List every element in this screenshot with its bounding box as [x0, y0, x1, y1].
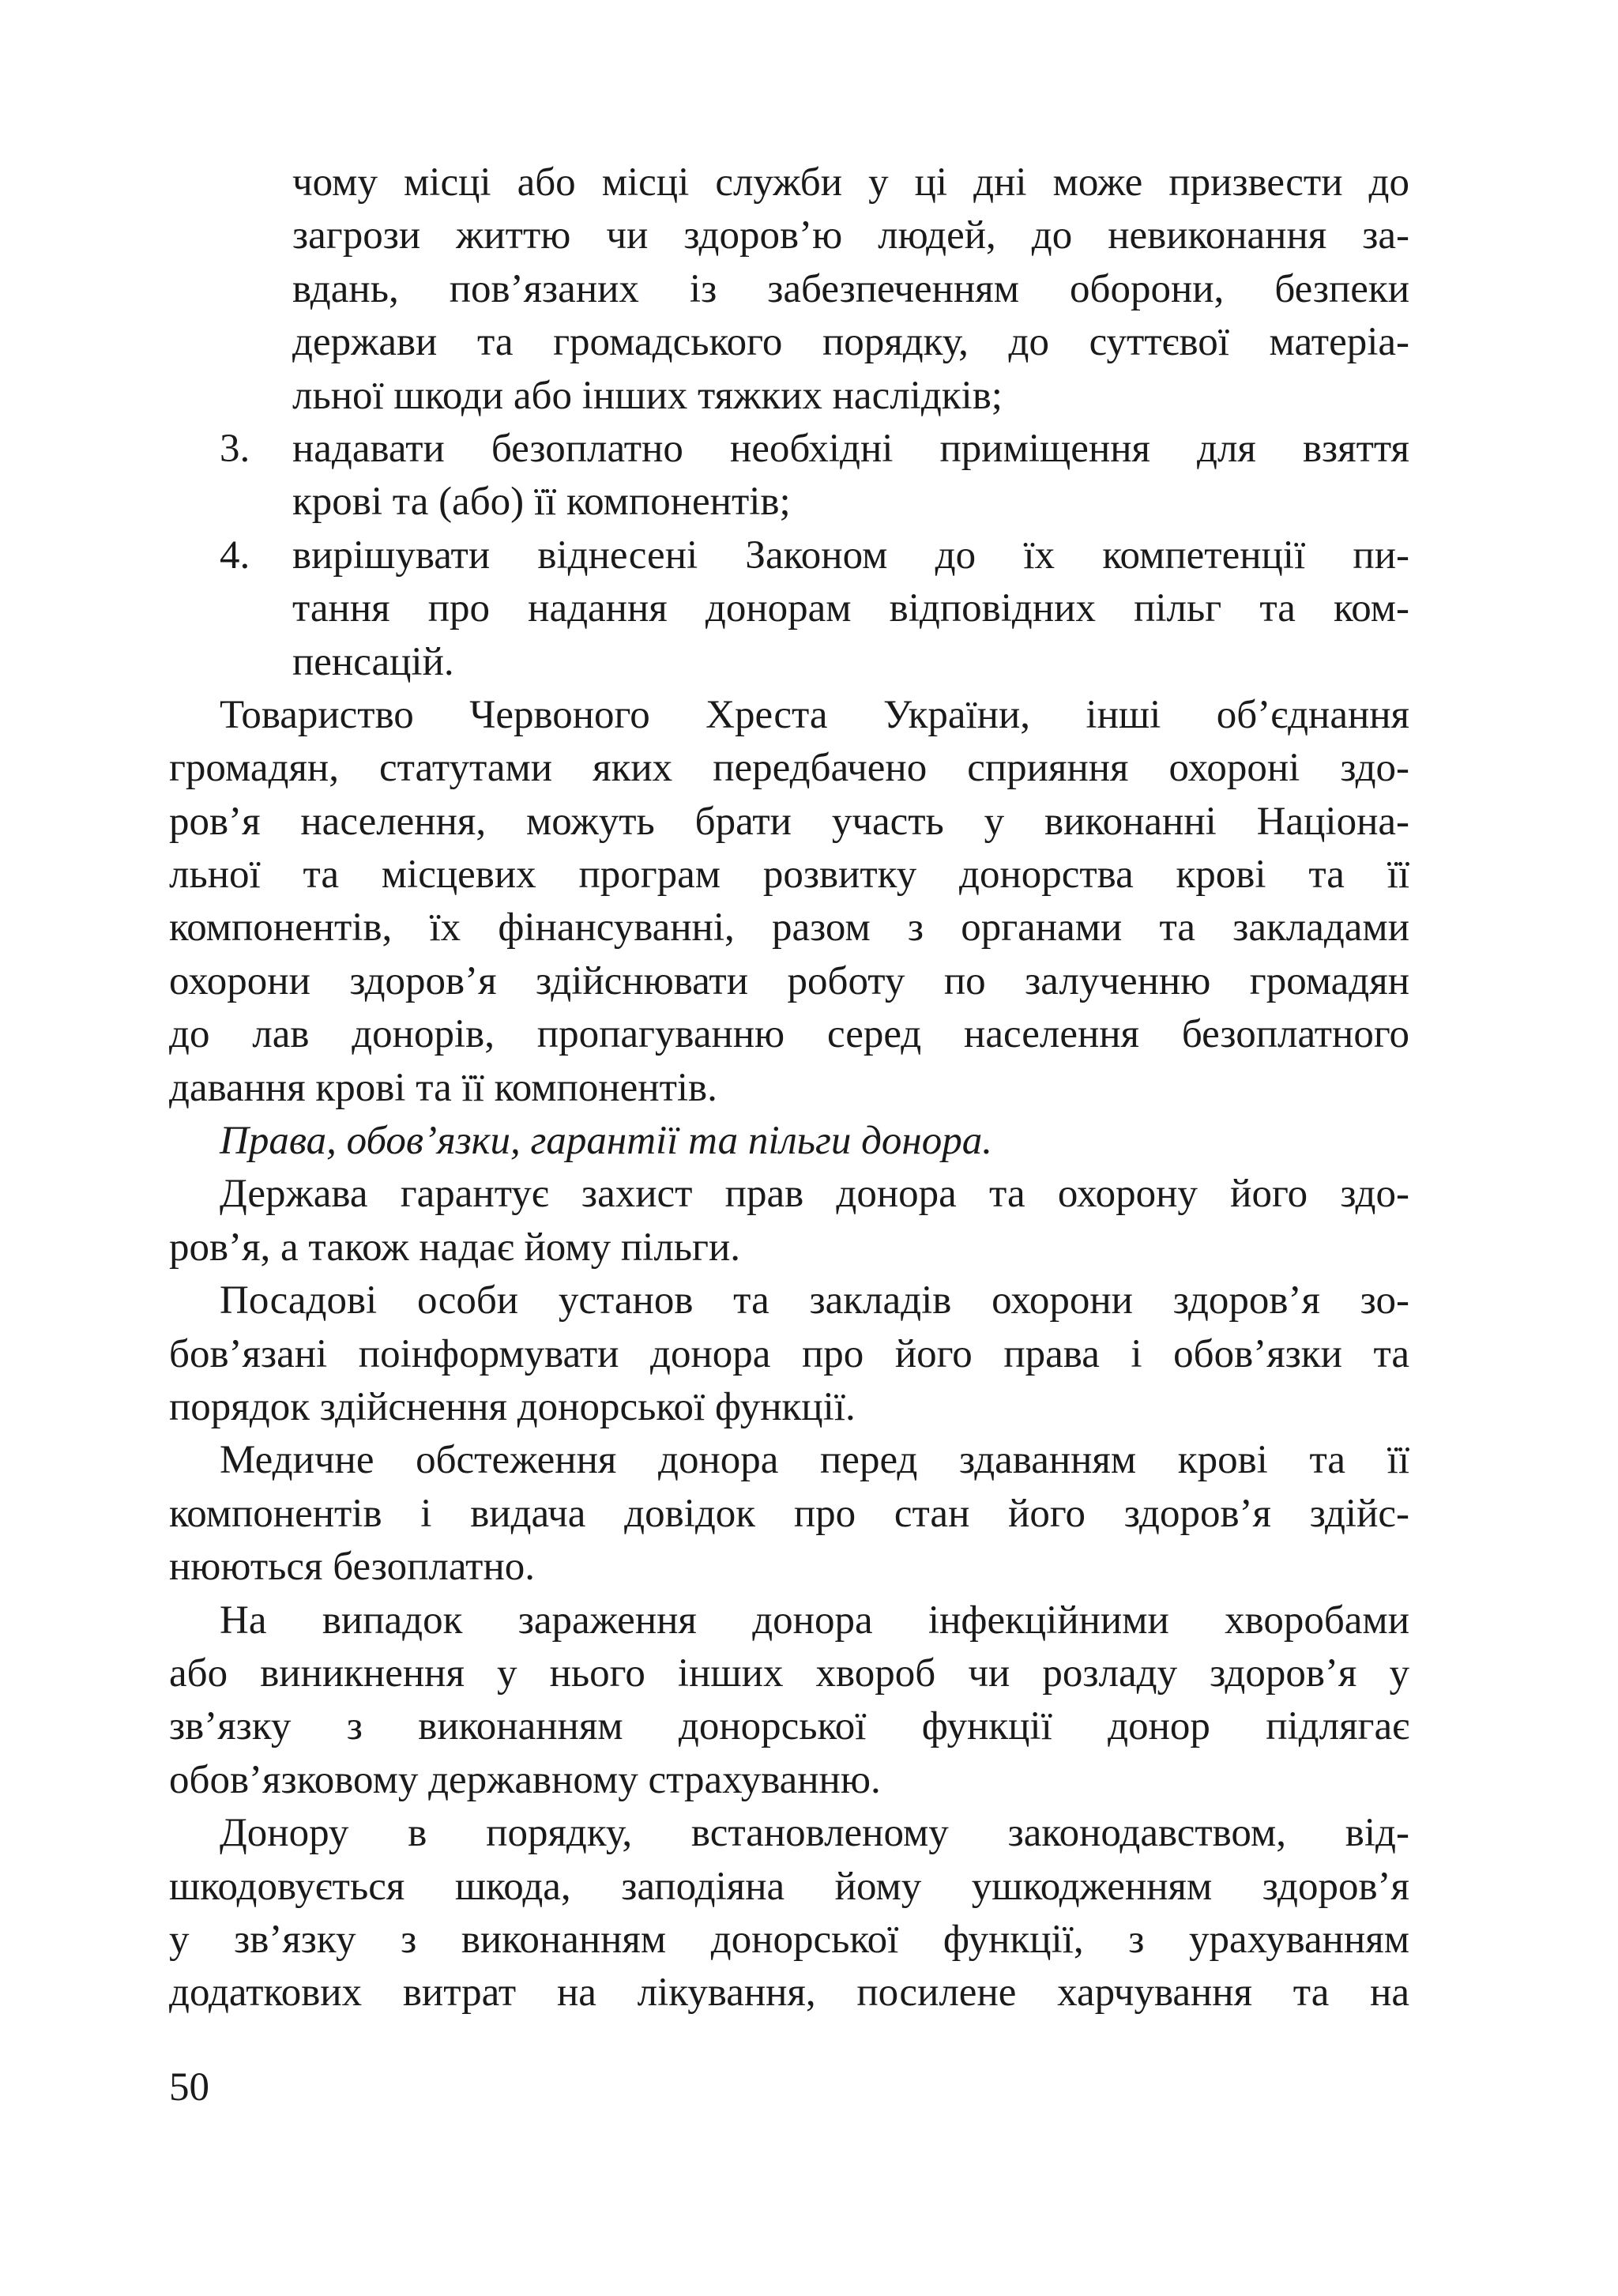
paragraph-medical-line-1: Медичне обстеження донора перед здаванням крові та її: [220, 1438, 1409, 1483]
list-item-3-line-2: крові та (або) її компонентів;: [292, 480, 791, 525]
paragraph-insurance-line-2: або виникнення у нього інших хвороб чи розладу здоров’я у: [169, 1650, 1409, 1696]
paragraph-red-cross-line-6: охорони здоров’я здійснювати роботу по залученню громадян: [169, 958, 1409, 1003]
paragraph-medical-line-2: компонентів і видача довідок про стан його здоров’я здійс-: [169, 1491, 1409, 1536]
paragraph-officials-line-1: Посадові особи установ та закладів охорони здоров’я зо-: [220, 1278, 1409, 1323]
paragraph-insurance-line-4: обов’язковому державному страхуванню.: [169, 1757, 881, 1802]
list-item-2-line-5: льної шкоди або інших тяжких наслідків;: [292, 373, 1003, 418]
paragraph-guarantee-line-2: ров’я, а також надає йому пільги.: [169, 1225, 740, 1270]
list-item-4: [169, 529, 1409, 689]
list-item-2-line-3: вдань, пов’язаних із забезпеченням оборони, безпеки: [292, 266, 1409, 311]
paragraph-compensation-line-3: у зв’язку з виконанням донорської функції, з урахуванням: [169, 1917, 1409, 1962]
list-number-4: 4.: [220, 533, 250, 578]
paragraph-red-cross-line-8: давання крові та її компонентів.: [169, 1065, 717, 1110]
paragraph-insurance-line-3: зв’язку з виконанням донорської функції донор підлягає: [169, 1704, 1409, 1749]
paragraph-compensation-line-4: додаткових витрат на лікування, посилене харчування та на: [169, 1970, 1409, 2016]
paragraph-officials-line-2: бов’язані поінформувати донора про його права і обов’язки та: [169, 1331, 1409, 1376]
paragraph-compensation-line-1: Донору в порядку, встановленому законодавством, від-: [220, 1811, 1409, 1856]
paragraph-red-cross-line-5: компонентів, їх фінансуванні, разом з органами та закладами: [169, 905, 1409, 950]
list-item-2-line-1: чому місці або місці служби у ці дні може призвести до: [292, 160, 1409, 205]
paragraph-compensation-line-2: шкодовується шкода, заподіяна йому ушкодженням здоров’я: [169, 1864, 1409, 1909]
list-number-3: 3.: [220, 426, 250, 471]
paragraph-red-cross-line-2: громадян, статутами яких передбачено сприяння охороні здо-: [169, 746, 1409, 791]
paragraph-red-cross-line-7: до лав донорів, пропагуванню серед населення безоплатного: [169, 1012, 1409, 1057]
list-item-3-line-1: надавати безоплатно необхідні приміщення для взяття: [292, 426, 1409, 471]
paragraph-medical-line-3: нюються безоплатно.: [169, 1545, 535, 1590]
list-item-4-line-3: пенсацій.: [292, 639, 454, 684]
page-number: 50: [169, 2065, 209, 2110]
section-subheading: Права, обов’язки, гарантії та пільги донора.: [220, 1119, 992, 1164]
list-item-2-line-4: держави та громадського порядку, до суттєвої матеріа-: [292, 320, 1409, 365]
list-item-4-line-1: вирішувати віднесені Законом до їх компетенції пи-: [292, 533, 1409, 578]
paragraph-red-cross-line-4: льної та місцевих програм розвитку донорства крові та її: [169, 853, 1409, 898]
paragraph-guarantee-line-1: Держава гарантує захист прав донора та охорону його здо-: [220, 1172, 1409, 1217]
list-item-2-line-2: загрози життю чи здоров’ю людей, до невиконання за-: [292, 213, 1409, 258]
list-item-4-line-2: тання про надання донорам відповідних пільг та ком-: [292, 586, 1409, 631]
paragraph-officials-line-3: порядок здійснення донорської функції.: [169, 1384, 856, 1429]
paragraph-insurance-line-1: На випадок зараження донора інфекційними хворобами: [220, 1598, 1409, 1643]
paragraph-red-cross-line-1: Товариство Червоного Хреста України, інші об’єднання: [220, 692, 1409, 737]
list-item-3: [169, 423, 1409, 529]
paragraph-red-cross-line-3: ров’я населення, можуть брати участь у виконанні Націона-: [169, 799, 1409, 844]
body-text: [169, 156, 1409, 2020]
